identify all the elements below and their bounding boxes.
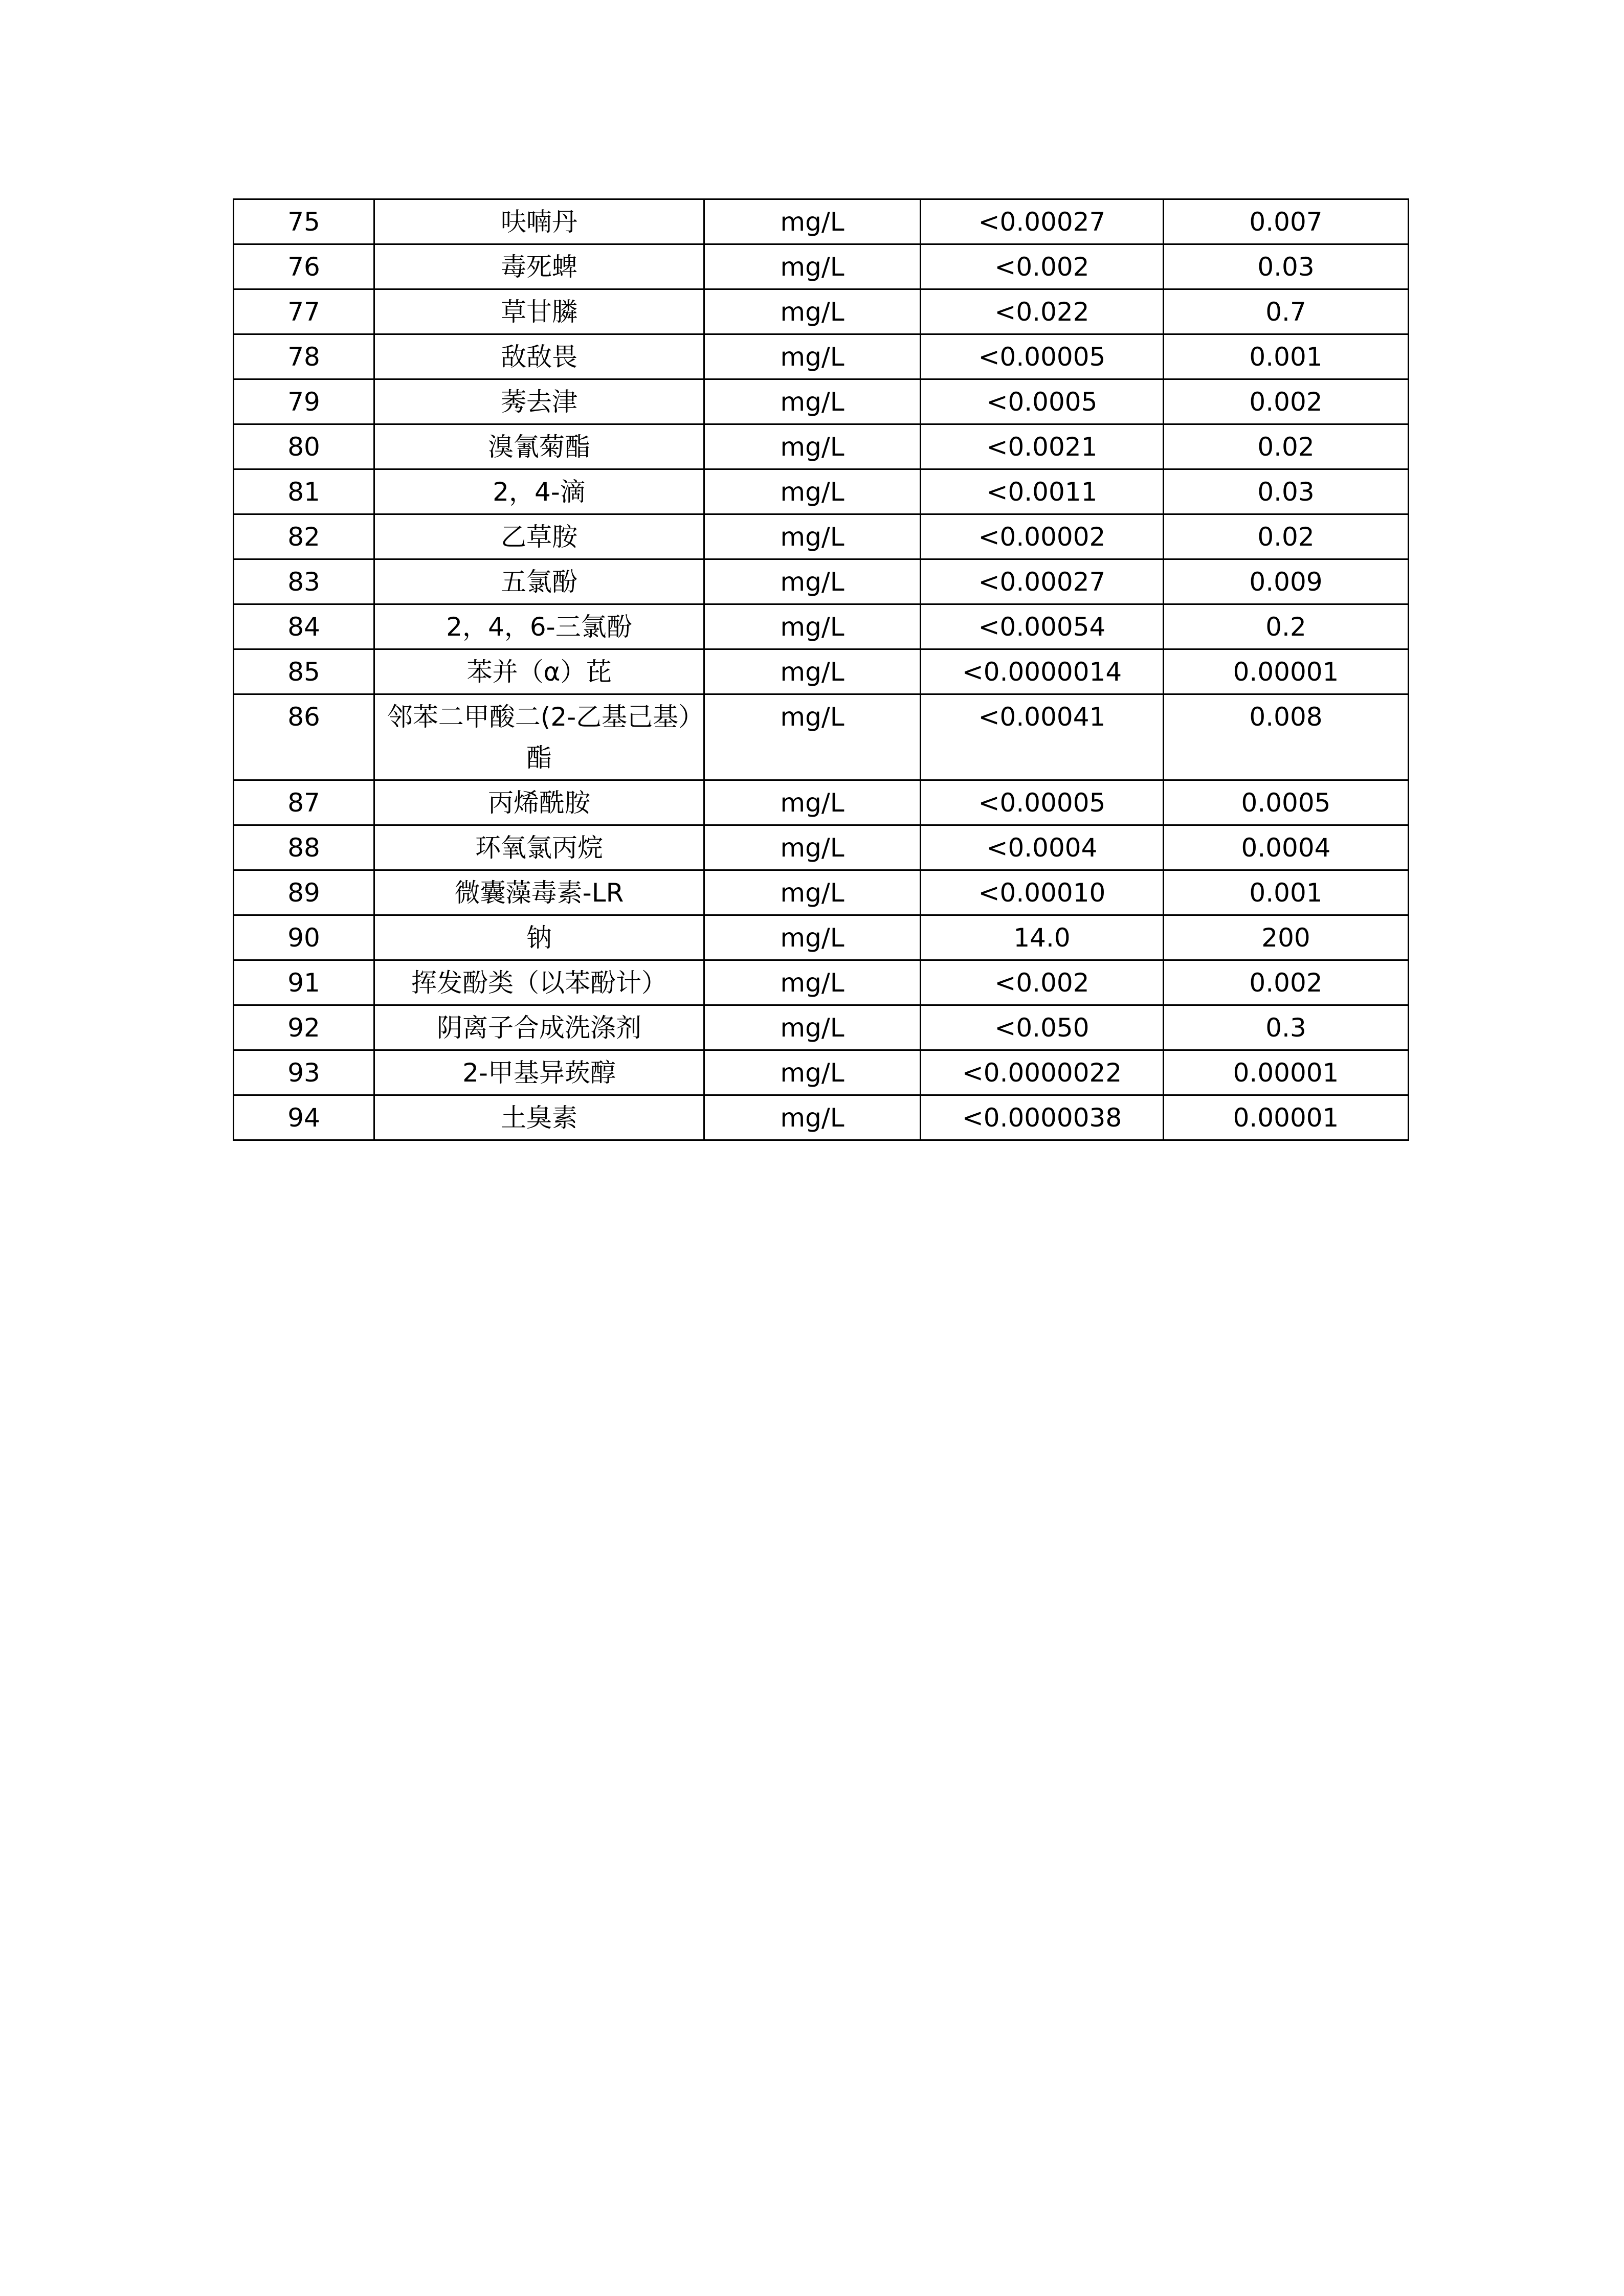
unit-cell: mg/L — [704, 649, 921, 694]
indicator-name-cell: 莠去津 — [374, 379, 704, 424]
unit-cell: mg/L — [704, 960, 921, 1005]
result-value-cell: <0.0004 — [921, 825, 1164, 870]
result-value-cell: <0.0011 — [921, 469, 1164, 514]
indicator-name-cell: 阴离子合成洗涤剂 — [374, 1005, 704, 1050]
unit-cell: mg/L — [704, 694, 921, 780]
unit-cell: mg/L — [704, 1050, 921, 1095]
indicator-name-cell: 毒死蜱 — [374, 244, 704, 289]
results-table — [233, 198, 1409, 1141]
result-value-cell: <0.022 — [921, 289, 1164, 334]
row-number-cell: 84 — [234, 604, 374, 649]
unit-cell: mg/L — [704, 559, 921, 604]
limit-value-cell: 0.3 — [1164, 1005, 1409, 1050]
result-value-cell: <0.0021 — [921, 424, 1164, 469]
indicator-name-cell: 2，4-滴 — [374, 469, 704, 514]
table-row — [234, 424, 1409, 469]
unit-cell: mg/L — [704, 870, 921, 915]
unit-cell: mg/L — [704, 514, 921, 559]
limit-value-cell: 0.2 — [1164, 604, 1409, 649]
indicator-name-cell: 2，4，6-三氯酚 — [374, 604, 704, 649]
table-row — [234, 694, 1409, 780]
unit-cell: mg/L — [704, 915, 921, 960]
limit-value-cell: 0.009 — [1164, 559, 1409, 604]
result-value-cell: <0.050 — [921, 1005, 1164, 1050]
result-value-cell: <0.00041 — [921, 694, 1164, 780]
row-number-cell: 94 — [234, 1095, 374, 1140]
table-row — [234, 780, 1409, 825]
limit-value-cell: 0.002 — [1164, 960, 1409, 1005]
indicator-name-cell: 乙草胺 — [374, 514, 704, 559]
unit-cell: mg/L — [704, 1095, 921, 1140]
table-row — [234, 469, 1409, 514]
limit-value-cell: 0.03 — [1164, 469, 1409, 514]
indicator-name-cell: 挥发酚类（以苯酚计） — [374, 960, 704, 1005]
limit-value-cell: 0.001 — [1164, 870, 1409, 915]
limit-value-cell: 0.00001 — [1164, 649, 1409, 694]
table-row — [234, 1095, 1409, 1140]
unit-cell: mg/L — [704, 199, 921, 244]
unit-cell: mg/L — [704, 334, 921, 379]
results-table-body — [234, 199, 1409, 1140]
indicator-name-cell: 2-甲基异莰醇 — [374, 1050, 704, 1095]
limit-value-cell: 0.00001 — [1164, 1095, 1409, 1140]
unit-cell: mg/L — [704, 825, 921, 870]
table-row — [234, 649, 1409, 694]
row-number-cell: 78 — [234, 334, 374, 379]
indicator-name-cell: 苯并（α）芘 — [374, 649, 704, 694]
table-row — [234, 244, 1409, 289]
table-row — [234, 379, 1409, 424]
table-row — [234, 1050, 1409, 1095]
unit-cell: mg/L — [704, 469, 921, 514]
limit-value-cell: 0.0004 — [1164, 825, 1409, 870]
row-number-cell: 90 — [234, 915, 374, 960]
limit-value-cell: 0.02 — [1164, 424, 1409, 469]
result-value-cell: <0.002 — [921, 244, 1164, 289]
limit-value-cell: 0.008 — [1164, 694, 1409, 780]
row-number-cell: 93 — [234, 1050, 374, 1095]
indicator-name-cell: 钠 — [374, 915, 704, 960]
indicator-name-cell: 溴氰菊酯 — [374, 424, 704, 469]
table-row — [234, 559, 1409, 604]
indicator-name-cell: 环氧氯丙烷 — [374, 825, 704, 870]
row-number-cell: 89 — [234, 870, 374, 915]
limit-value-cell: 0.03 — [1164, 244, 1409, 289]
result-value-cell: <0.0005 — [921, 379, 1164, 424]
row-number-cell: 81 — [234, 469, 374, 514]
unit-cell: mg/L — [704, 604, 921, 649]
indicator-name-cell: 草甘膦 — [374, 289, 704, 334]
result-value-cell: <0.002 — [921, 960, 1164, 1005]
row-number-cell: 85 — [234, 649, 374, 694]
row-number-cell: 83 — [234, 559, 374, 604]
table-row — [234, 1005, 1409, 1050]
result-value-cell: <0.00002 — [921, 514, 1164, 559]
row-number-cell: 86 — [234, 694, 374, 780]
indicator-name-cell: 微囊藻毒素-LR — [374, 870, 704, 915]
result-value-cell: <0.00005 — [921, 780, 1164, 825]
table-row — [234, 289, 1409, 334]
limit-value-cell: 0.7 — [1164, 289, 1409, 334]
table-row — [234, 960, 1409, 1005]
limit-value-cell: 0.007 — [1164, 199, 1409, 244]
result-value-cell: <0.0000014 — [921, 649, 1164, 694]
limit-value-cell: 200 — [1164, 915, 1409, 960]
table-row — [234, 199, 1409, 244]
table-row — [234, 604, 1409, 649]
limit-value-cell: 0.02 — [1164, 514, 1409, 559]
result-value-cell: <0.0000022 — [921, 1050, 1164, 1095]
limit-value-cell: 0.002 — [1164, 379, 1409, 424]
unit-cell: mg/L — [704, 1005, 921, 1050]
table-row — [234, 334, 1409, 379]
result-value-cell: <0.00054 — [921, 604, 1164, 649]
row-number-cell: 75 — [234, 199, 374, 244]
row-number-cell: 88 — [234, 825, 374, 870]
indicator-name-cell: 土臭素 — [374, 1095, 704, 1140]
row-number-cell: 77 — [234, 289, 374, 334]
indicator-name-cell: 邻苯二甲酸二(2-乙基己基）酯 — [374, 694, 704, 780]
result-value-cell: <0.00027 — [921, 199, 1164, 244]
unit-cell: mg/L — [704, 244, 921, 289]
result-value-cell: <0.00027 — [921, 559, 1164, 604]
unit-cell: mg/L — [704, 424, 921, 469]
unit-cell: mg/L — [704, 289, 921, 334]
row-number-cell: 87 — [234, 780, 374, 825]
limit-value-cell: 0.001 — [1164, 334, 1409, 379]
indicator-name-cell: 五氯酚 — [374, 559, 704, 604]
result-value-cell: <0.00005 — [921, 334, 1164, 379]
row-number-cell: 79 — [234, 379, 374, 424]
indicator-name-cell: 丙烯酰胺 — [374, 780, 704, 825]
result-value-cell: <0.0000038 — [921, 1095, 1164, 1140]
row-number-cell: 92 — [234, 1005, 374, 1050]
indicator-name-cell: 呋喃丹 — [374, 199, 704, 244]
result-value-cell: 14.0 — [921, 915, 1164, 960]
limit-value-cell: 0.00001 — [1164, 1050, 1409, 1095]
indicator-name-cell: 敌敌畏 — [374, 334, 704, 379]
limit-value-cell: 0.0005 — [1164, 780, 1409, 825]
table-row — [234, 915, 1409, 960]
row-number-cell: 80 — [234, 424, 374, 469]
table-row — [234, 825, 1409, 870]
unit-cell: mg/L — [704, 379, 921, 424]
row-number-cell: 91 — [234, 960, 374, 1005]
table-row — [234, 514, 1409, 559]
row-number-cell: 82 — [234, 514, 374, 559]
unit-cell: mg/L — [704, 780, 921, 825]
table-row — [234, 870, 1409, 915]
result-value-cell: <0.00010 — [921, 870, 1164, 915]
row-number-cell: 76 — [234, 244, 374, 289]
